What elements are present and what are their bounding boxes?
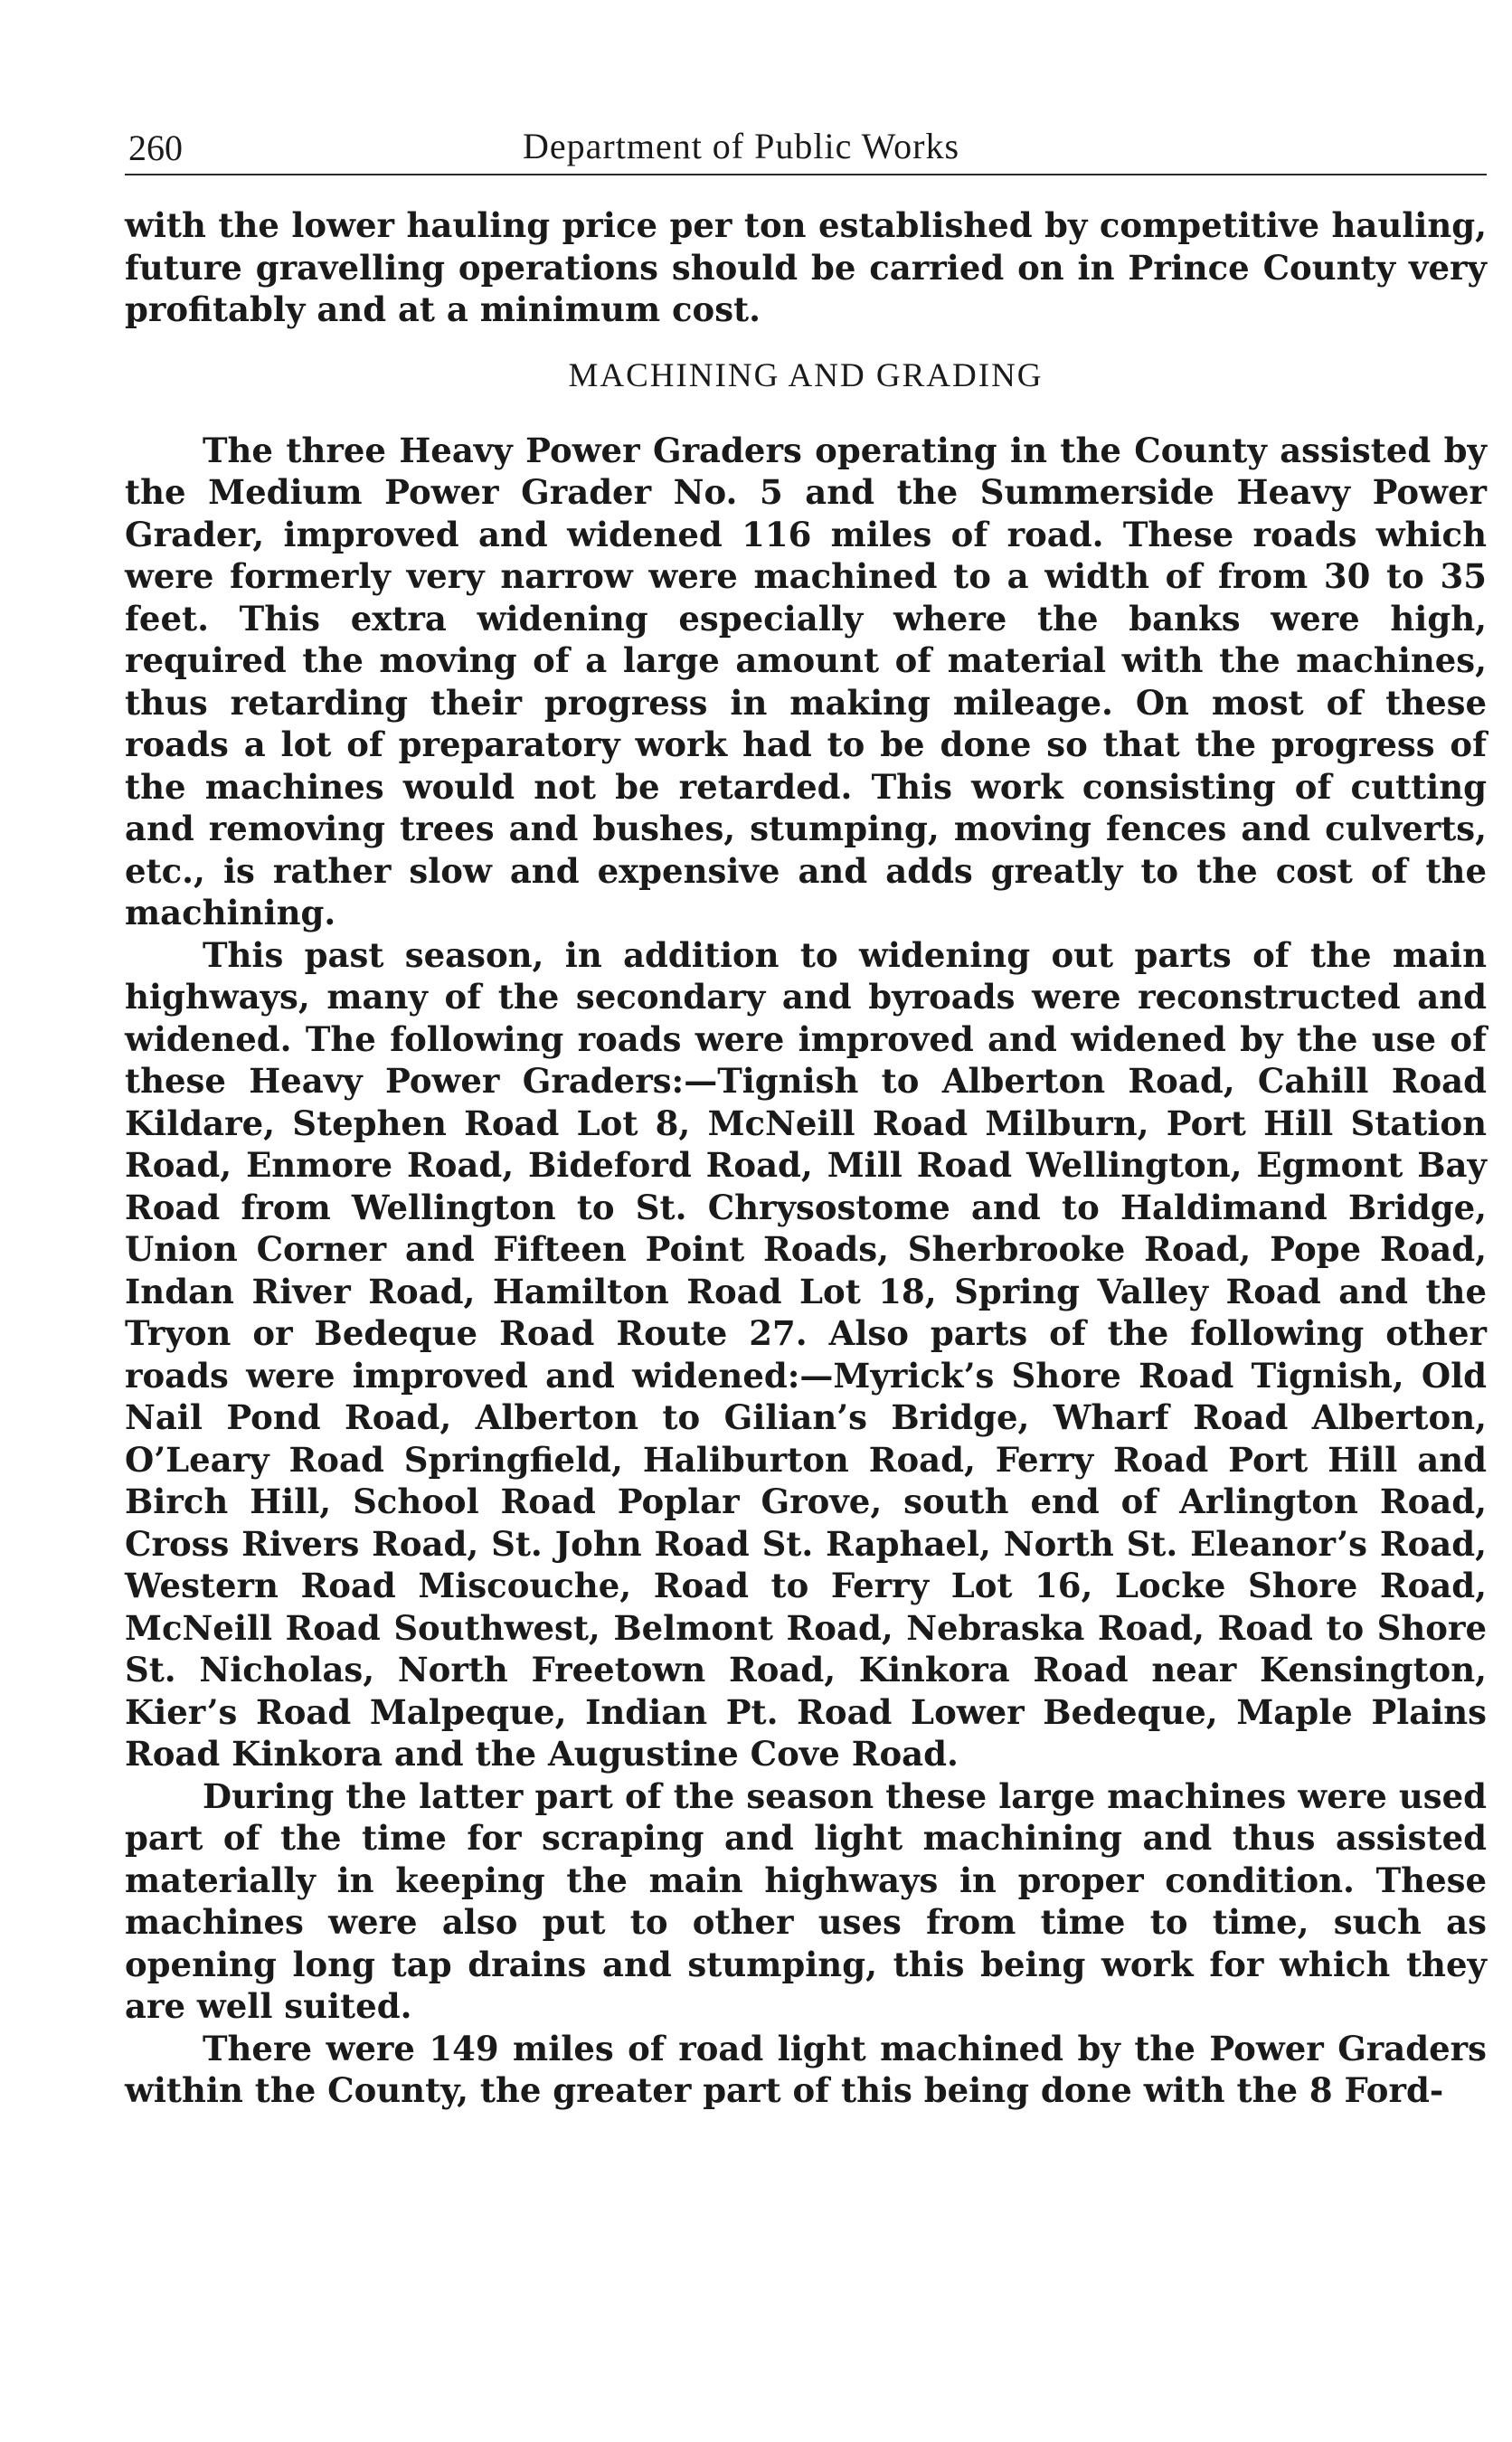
- intro-paragraph: with the lower hauling price per ton established by competitive hauling, future gravelling operations should be carried on in Prince County very profitably and at a minimum cost.: [125, 205, 1487, 329]
- section-heading: MACHINING AND GRADING: [568, 356, 1044, 394]
- body-paragraph: The three Heavy Power Graders operating in the County assisted by the Medium Power Grader No. 5 and the Summerside Heavy Power Grader, improved and widened 116 miles of road. These roads which were formerly very narrow were machined to a width of from 30 to 35 feet. This extra widening especially where the banks were high, required the moving of a large amount of material with the machines, thus retarding their progress in making mileage. On most of these roads a lot of preparatory work had to be done so that the progress of the machines would not be retarded. This work consisting of cutting and removing trees and bushes, stumping, moving fences and culverts, etc., is rather slow and expensive and adds greatly to the cost of the machining.: [125, 430, 1487, 932]
- document-page: [125, 118, 1487, 2112]
- running-title: Department of Public Works: [523, 126, 960, 166]
- body-paragraph: During the latter part of the season these large machines were used part of the time for scraping and light machining and thus assisted materially in keeping the main highways in proper condition. These machines were also put to other uses from time to time, such as opening long tap drains and stumping, this being work for which they are well suited.: [125, 1775, 1487, 2026]
- body-paragraph: This past season, in addition to widening out parts of the main highways, many of the secondary and byroads were reconstructed and widened. The following roads were improved and widened by the use of these Heavy Power Graders:—Tignish to Alberton Road, Cahill Road Kildare, Stephen Road Lot 8, McNeill Road Milburn, Port Hill Station Road, Enmore Road, Bideford Road, Mill Road Wellington, Egmont Bay Road from Wellington to St. Chrysostome and to Haldimand Bridge, Union Corner and Fifteen Point Roads, Sherbrooke Road, Pope Road, Indan River Road, Hamilton Road Lot 18, Spring Valley Road and the Tryon or Bedeque Road Route 27. Also parts of the following other roads were improved and widened:—Myrick’s Shore Road Tignish, Old Nail Pond Road, Alberton to Gilian’s Bridge, Wharf Road Alberton, O’Leary Road Springfield, Haliburton Road, Ferry Road Port Hill and Birch Hill, School Road Poplar Grove, south end of Arlington Road, Cross Rivers Road, St. John Road St. Raphael, North St. Eleanor’s Road, Western Road Miscouche, Road to Ferry Lot 16, Locke Shore Road, McNeill Road Southwest, Belmont Road, Nebraska Road, Road to Shore St. Nicholas, North Freetown Road, Kinkora Road near Kensington, Kier’s Road Malpeque, Indian Pt. Road Lower Bedeque, Maple Plains Road Kinkora and the Augustine Cove Road.: [125, 934, 1487, 1774]
- page-header: [125, 118, 1487, 175]
- body-paragraph: There were 149 miles of road light machined by the Power Graders within the County, the greater part of this being done with the 8 Ford-: [125, 2028, 1487, 2110]
- page-number: 260: [128, 128, 183, 168]
